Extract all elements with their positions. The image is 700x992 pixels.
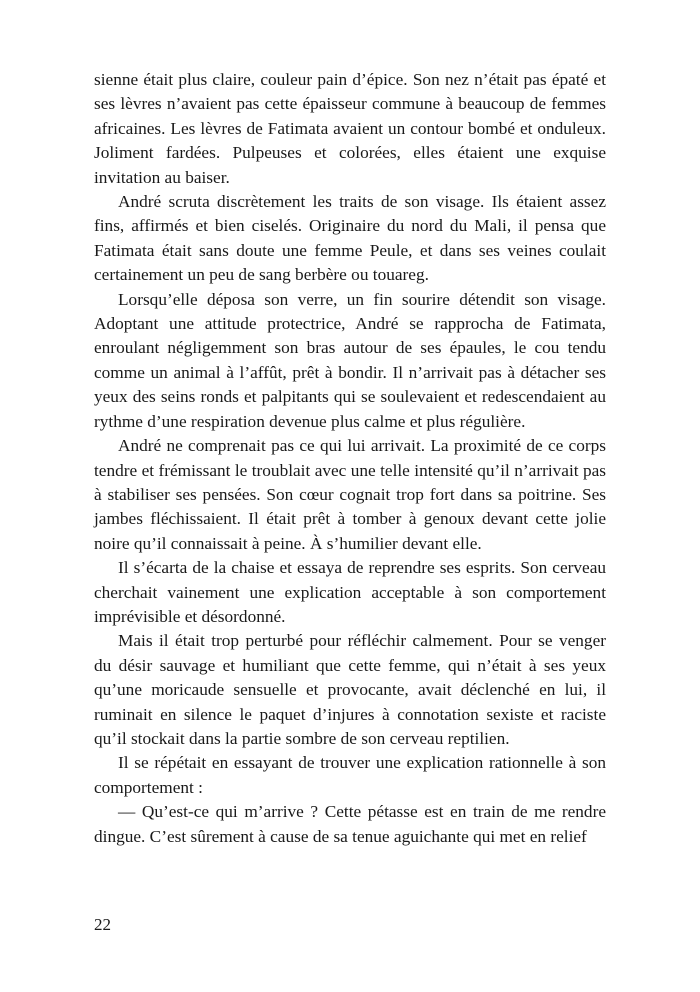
paragraph: Il s’écarta de la chaise et essaya de reprendre ses esprits. Son cerveau cherchait vainement une explication acceptable à son comportement imprévisible et désordonné. (94, 558, 606, 626)
page-number: 22 (94, 915, 111, 934)
paragraph: Lorsqu’elle déposa son verre, un fin sourire détendit son visage. Adoptant une attitude protectrice, André se rapprocha de Fatimata, enroulant négligemment son bras autour de ses épaules, le cou tendu comme un animal à l’affût, prêt à bondir. Il n’arrivait pas à détacher ses yeux des seins ronds et palpitants qui se soulevaient et redescendaient au rythme d’une respiration devenue plus calme et plus régulière. (94, 289, 606, 431)
paragraph: Il se répétait en essayant de trouver une explication rationnelle à son comportement : (94, 753, 606, 797)
paragraph: Mais il était trop perturbé pour réfléchir calmement. Pour se venger du désir sauvage et humiliant que cette femme, qui n’était à ses yeux qu’une moricaude sensuelle et provocante, avait déclenché en lui, il ruminait en silence le paquet d’injures à connotation sexiste et raciste qu’il stockait dans la partie sombre de son cerveau reptilien. (94, 631, 606, 748)
paragraph-continuation: sienne était plus claire, couleur pain d’épice. Son nez n’était pas épaté et ses lèvres n’avaient pas cette épaisseur commune à beaucoup de femmes africaines. Les lèvres de Fatimata avaient un contour bombé et onduleux. Joliment fardées. Pulpeuses et colorées, elles étaient une exquise invitation au baiser. (94, 70, 606, 187)
page-body (94, 68, 606, 849)
dialogue-paragraph: — Qu’est-ce qui m’arrive ? Cette pétasse est en train de me rendre dingue. C’est sûrement à cause de sa tenue aguichante qui met en relief (94, 802, 606, 846)
paragraph: André scruta discrètement les traits de son visage. Ils étaient assez fins, affirmés et bien ciselés. Originaire du nord du Mali, il pensa que Fatimata était sans doute une femme Peule, et dans ses veines coulait certainement un peu de sang berbère ou touareg. (94, 192, 606, 285)
paragraph: André ne comprenait pas ce qui lui arrivait. La proximité de ce corps tendre et frémissant le troublait avec une telle intensité qu’il n’arrivait pas à stabiliser ses pensées. Son cœur cognait trop fort dans sa poitrine. Ses jambes fléchissaient. Il était prêt à tomber à genoux devant cette jolie noire qu’il connaissait à peine. À s’humilier devant elle. (94, 436, 606, 553)
